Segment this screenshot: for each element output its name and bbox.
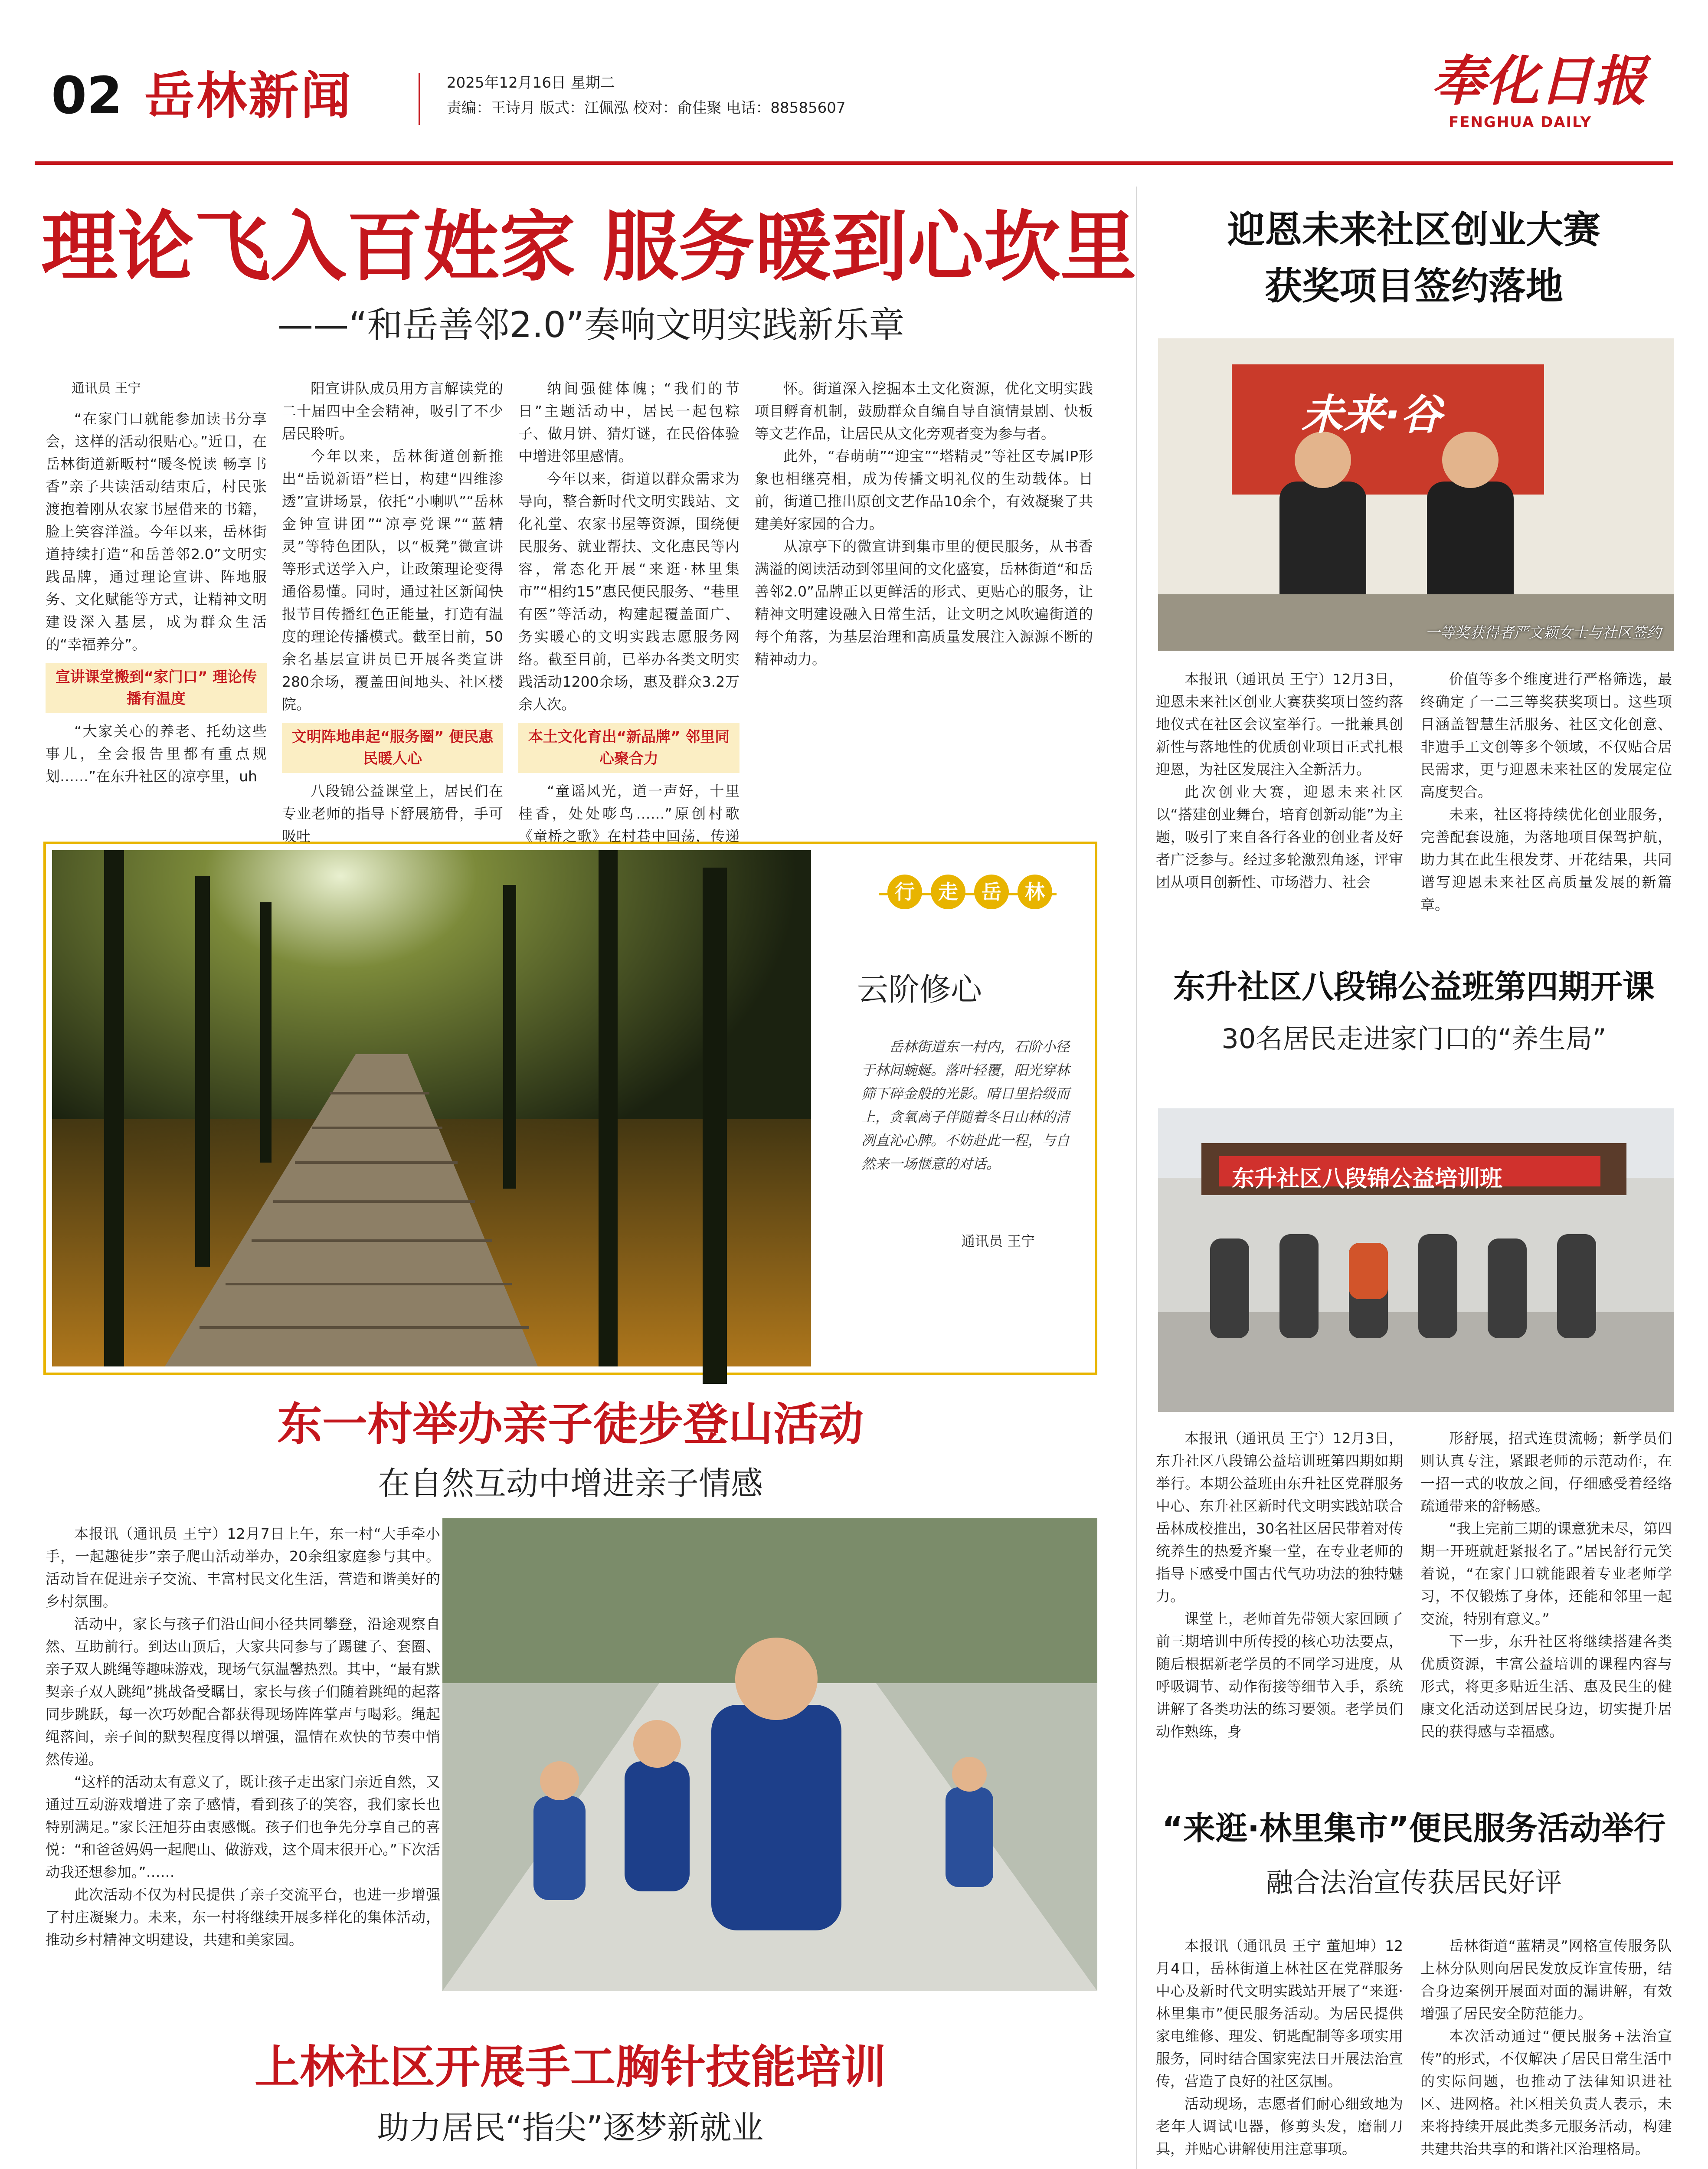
baduanjin-subheadline: 30名居民走进家门口的“养生局” [1221, 1023, 1607, 1055]
market-headline: “来逛·林里集市”便民服务活动举行 [1162, 1810, 1666, 1847]
market-column-2 [1420, 1935, 1672, 2169]
column-divider [1136, 187, 1137, 2169]
lead-paragraph: 阳宣讲队成员用方言解读党的二十届四中全会精神，吸引了不少居民聆听。 [282, 380, 503, 442]
masthead [0, 0, 1708, 174]
feature-tag-row [879, 875, 1057, 914]
baduanjin-paragraph: 本报讯（通讯员 王宁）12月3日，东升社区八段锦公益培训班第四期如期举行。本期公益班由东升社区党群服务中心、东升社区新时代文明实践站联合岳林成校推出，30名社区居民带着对传统养生的热爱齐聚一堂，在专业老师的指导下感受中国古代气功功法的独特魅力。 [1156, 1430, 1403, 1605]
startup-column-1 [1156, 668, 1403, 911]
startup-headline-2: 获奖项目签约落地 [1265, 265, 1563, 308]
lead-subhead-1: 宣讲课堂搬到“家门口” 理论传播有温度 [46, 663, 267, 713]
lead-paragraph: 此外，“春萌萌”“迎宝”“塔精灵”等社区专属IP形象也相继亮相，成为传播文明礼仪的生动载体。目前，街道已推出原创文艺作品10余个，有效凝聚了共建美好家园的合力。 [755, 448, 1093, 532]
startup-column-2 [1420, 668, 1672, 911]
hike-paragraph: 此次活动不仅为村民提供了亲子交流平台，也进一步增强了村庄凝聚力。未来，东一村将继续开展多样化的集体活动，推动乡村精神文明建设，共建和美家园。 [46, 1886, 440, 1948]
feature-tag-char: 岳 [974, 875, 1009, 909]
market-paragraph: 本报讯（通讯员 王宁 董旭坤）12月4日，岳林街道上林社区在党群服务中心及新时代文明实践站开展了“来逛·林里集市”便民服务活动。为居民提供家电维修、理发、钥匙配制等多项实用服务，同时结合国家宪法日开展法治宣传，营造了良好的社区氛围。 [1156, 1937, 1403, 2090]
baduanjin-paragraph: “我上完前三期的课意犹未尽，第四期一开班就赶紧报名了。”居民舒行元笑着说，“在家门口就能跟着专业老师学习，不仅锻炼了身体，还能和邻里一起交流，特别有意义。” [1420, 1520, 1672, 1627]
lead-paragraph: 八段锦公益课堂上，居民们在专业老师的指导下舒展筋骨，手可吸吐 [282, 783, 503, 845]
masthead-rule [35, 161, 1673, 165]
lead-column-1 [46, 377, 267, 811]
feature-poem: 岳林街道东一村内，石阶小径于林间蜿蜒。落叶轻覆，阳光穿林筛下碎金般的光影。晴日里拾级而上，贪氧离子伴随着冬日山林的清冽直沁心脾。不妨赴此一程，与自然来一场惬意的对话。 [861, 1039, 1070, 1172]
lead-paragraph: “在家门口就能参加读书分享会，这样的活动很贴心。”近日，在岳林街道新畈村“暖冬悦读 畅享书香”亲子共读活动结束后，村民张渡抱着刚从农家书屋借来的书籍，脸上笑容洋溢。今年以来，岳林街道持续打造“和岳善邻2.0”文明实践品牌，通过理论宣讲、阵地服务、文化赋能等方式，让精神文明建设深入基层，成为群众生活的“幸福养分”。 [46, 410, 267, 653]
date-line: 2025年12月16日 星期二 [447, 74, 615, 92]
lead-subhead-3: 本土文化育出“新品牌” 邻里同心聚合力 [518, 723, 739, 773]
market-paragraph: 本次活动通过“便民服务+法治宣传”的形式，不仅解决了居民日常生活中的实际问题，也推动了法律知识进社区、进网格。社区相关负责人表示，未来将持续开展此类多元服务活动，构建共建共治共享的和谐社区治理格局。 [1420, 2028, 1672, 2157]
section-name: 岳林新闻 [144, 67, 353, 125]
forest-stairs-illustration [52, 850, 811, 1366]
lead-paragraph: 今年以来，街道以群众需求为导向，整合新时代文明实践站、文化礼堂、农家书屋等资源，围绕便民服务、就业帮扶、文化惠民等内容，常态化开展“来逛·林里集市”“相约15”惠民便民服务、“巷里有医”等活动，构建起覆盖面广、务实暖心的文明实践志愿服务网络。截至目前，已举办各类文明实践活动1200余场，惠及群众3.2万余人次。 [518, 470, 739, 713]
startup-photo-caption: 一等奖获得者严文颖女士与社区签约 [1425, 624, 1661, 642]
baduanjin-photo [1158, 1108, 1674, 1412]
lead-column-3 [518, 377, 739, 845]
feature-tag-char: 林 [1018, 875, 1052, 909]
lead-paragraph: 今年以来，岳林街道创新推出“岳说新语”栏目，构建“四维渗透”宣讲场景，依托“小喇叭”“岳林金钟宣讲团”“凉亭党课”“蓝精灵”等特色团队，以“板凳”微宣讲等形式送学入户，让政策理论变得通俗易懂。同时，通过社区新闻快报节目传播红色正能量，打造有温度的理论传播模式。截至目前，50余名基层宣讲员已开展各类宣讲280余场，覆盖田间地头、社区楼院。 [282, 448, 503, 713]
lead-subhead-2: 文明阵地串起“服务圈” 便民惠民暖人心 [282, 723, 503, 773]
lead-paragraph: 从凉亭下的微宣讲到集市里的便民服务，从书香满溢的阅读活动到邻里间的文化盛宴，岳林街道“和岳善邻2.0”品牌正以更鲜活的形式、更贴心的服务，让精神文明建设融入日常生活，让文明之风吹遍街道的每个角落，为基层治理和高质量发展注入源源不断的精神动力。 [755, 538, 1093, 668]
feature-byline: 通讯员 王宁 [961, 1233, 1035, 1249]
lead-paragraph: 纳间强健体魄；“我们的节日”主题活动中，居民一起包粽子、做月饼、猜灯谜，在民俗体验中增进邻里感情。 [518, 380, 739, 465]
hike-photo [442, 1518, 1097, 1991]
baduanjin-column-1 [1156, 1427, 1403, 1774]
baduanjin-headline: 东升社区八段锦公益班第四期开课 [1173, 968, 1655, 1006]
feature-tag-char: 行 [887, 875, 922, 909]
startup-paragraph: 价值等多个维度进行严格筛选，最终确定了一二三等奖获奖项目。这些项目涵盖智慧生活服务、社区文化创意、非遗手工文创等多个领域，不仅贴合居民需求，更与迎恩未来社区的发展定位高度契合。 [1420, 671, 1672, 800]
baduanjin-paragraph: 下一步，东升社区将继续搭建各类优质资源，丰富公益培训的课程内容与形式，将更多贴近生活、惠及民生的健康文化活动送到居民身边，切实提升居民的获得感与幸福感。 [1420, 1633, 1672, 1740]
feature-box [43, 842, 1097, 1375]
hike-headline: 东一村举办亲子徒步登山活动 [277, 1398, 864, 1451]
baduanjin-illustration [1158, 1108, 1674, 1412]
lead-headline: 理论飞入百姓家 服务暖到心坎里 [41, 203, 1137, 292]
lead-paragraph: “童谣风光，道一声好，十里桂香，处处嘭鸟……”原创村歌《童桥之歌》在村巷中回荡，传递 [518, 783, 739, 845]
lead-subheadline: ——“和岳善邻2.0”奏响文明实践新乐章 [278, 305, 905, 346]
baduanjin-column-2 [1420, 1427, 1672, 1774]
masthead-divider [419, 73, 420, 125]
staff-line: 责编：王诗月 版式：江佩泓 校对：俞佳聚 电话：88585607 [447, 99, 846, 117]
pin-headline: 上林社区开展手工胸针技能培训 [254, 2041, 886, 2094]
market-subheadline: 融合法治宣传获居民好评 [1266, 1867, 1562, 1898]
feature-tag-char: 走 [931, 875, 965, 909]
startup-photo-banner: 未来·谷 [1301, 390, 1442, 439]
startup-photo [1158, 338, 1674, 651]
startup-paragraph: 此次创业大赛，迎恩未来社区以“搭建创业舞台，培育创新动能”为主题，吸引了来自各行各业的创业者及好者广泛参与。经过多轮激烈角逐，评审团从项目创新性、市场潜力、社会 [1156, 783, 1403, 891]
byline: 通讯员 王宁 [72, 381, 141, 396]
startup-paragraph: 本报讯（通讯员 王宁）12月3日，迎恩未来社区创业大赛获奖项目签约落地仪式在社区会议室举行。一批兼具创新性与落地性的优质创业项目正式扎根迎恩，为社区发展注入全新活力。 [1156, 671, 1403, 778]
feature-title: 云阶修心 [857, 971, 982, 1008]
lead-column-4 [755, 377, 1093, 811]
hike-illustration [442, 1518, 1097, 1991]
market-paragraph: 岳林街道“蓝精灵”网格宣传服务队上林分队则向居民发放反诈宣传册，结合身边案例开展面对面的漏讲解，有效增强了居民安全防范能力。 [1420, 1937, 1672, 2022]
hike-paragraph: “这样的活动太有意义了，既让孩子走出家门亲近自然，又通过互动游戏增进了亲子感情，看到孩子的笑容，我们家长也特别满足。”家长汪旭芬由衷感慨。孩子们也争先分享自己的喜悦：“和爸爸妈妈一起爬山、做游戏，这个周末很开心。”下次活动我还想参加。”…… [46, 1773, 440, 1881]
page-number: 02 [51, 66, 123, 125]
paper-name-en: FENGHUA DAILY [1449, 114, 1592, 131]
market-paragraph: 活动现场，志愿者们耐心细致地为老年人调试电器，修剪头发，磨制刀具，并贴心讲解使用注意事项。 [1156, 2095, 1403, 2157]
baduanjin-paragraph: 形舒展，招式连贯流畅；新学员们则认真专注，紧跟老师的示范动作，在一招一式的收放之间，仔细感受着经络疏通带来的舒畅感。 [1420, 1430, 1672, 1514]
lead-paragraph: 怀。街道深入挖掘本土文化资源，优化文明实践项目孵育机制，鼓励群众自编自导自演情景剧、快板等文艺作品，让居民从文化旁观者变为参与者。 [755, 380, 1093, 442]
hike-column [46, 1523, 440, 2000]
paper-name: 奉化日报 [1431, 50, 1647, 113]
baduanjin-paragraph: 课堂上，老师首先带领大家回顾了前三期培训中所传授的核心功法要点，随后根据新老学员的不同学习进度，从呼吸调节、动作衔接等细节入手，系统讲解了各类功法的练习要领。老学员们动作熟练，身 [1156, 1610, 1403, 1740]
startup-headline-1: 迎恩未来社区创业大赛 [1227, 208, 1600, 252]
pin-subheadline: 助力居民“指尖”逐梦新就业 [377, 2109, 764, 2146]
baduanjin-banner: 东升社区八段锦公益培训班 [1232, 1166, 1503, 1192]
lead-column-2 [282, 377, 503, 845]
forest-stairs-photo [52, 850, 811, 1366]
lead-paragraph: “大家关心的养老、托幼这些事儿，全会报告里都有重点规划……”在东升社区的凉亭里，uh [46, 723, 267, 785]
startup-paragraph: 未来，社区将持续优化创业服务，完善配套设施，为落地项目保驾护航，助力其在此生根发芽、开花结果，共同谱写迎恩未来社区高质量发展的新篇章。 [1420, 806, 1672, 913]
hike-paragraph: 本报讯（通讯员 王宁）12月7日上午，东一村“大手牵小手，一起趣徒步”亲子爬山活动举办，20余组家庭参与其中。活动旨在促进亲子交流、丰富村民文化生活，营造和谐美好的乡村氛围。 [46, 1525, 440, 1610]
hike-paragraph: 活动中，家长与孩子们沿山间小径共同攀登，沿途观察自然、互助前行。到达山顶后，大家共同参与了踢毽子、套圈、亲子双人跳绳等趣味游戏，现场气氛温馨热烈。其中，“最有默契亲子双人跳绳”挑战备受瞩目，家长与孩子们随着跳绳的起落同步跳跃，每一次巧妙配合都获得现场阵阵掌声与喝彩。绳起绳落间，亲子间的默契程度得以增强，温情在欢快的节奏中悄然传递。 [46, 1615, 440, 1768]
hike-subheadline: 在自然互动中增进亲子情感 [378, 1465, 763, 1502]
market-column-1 [1156, 1935, 1403, 2169]
